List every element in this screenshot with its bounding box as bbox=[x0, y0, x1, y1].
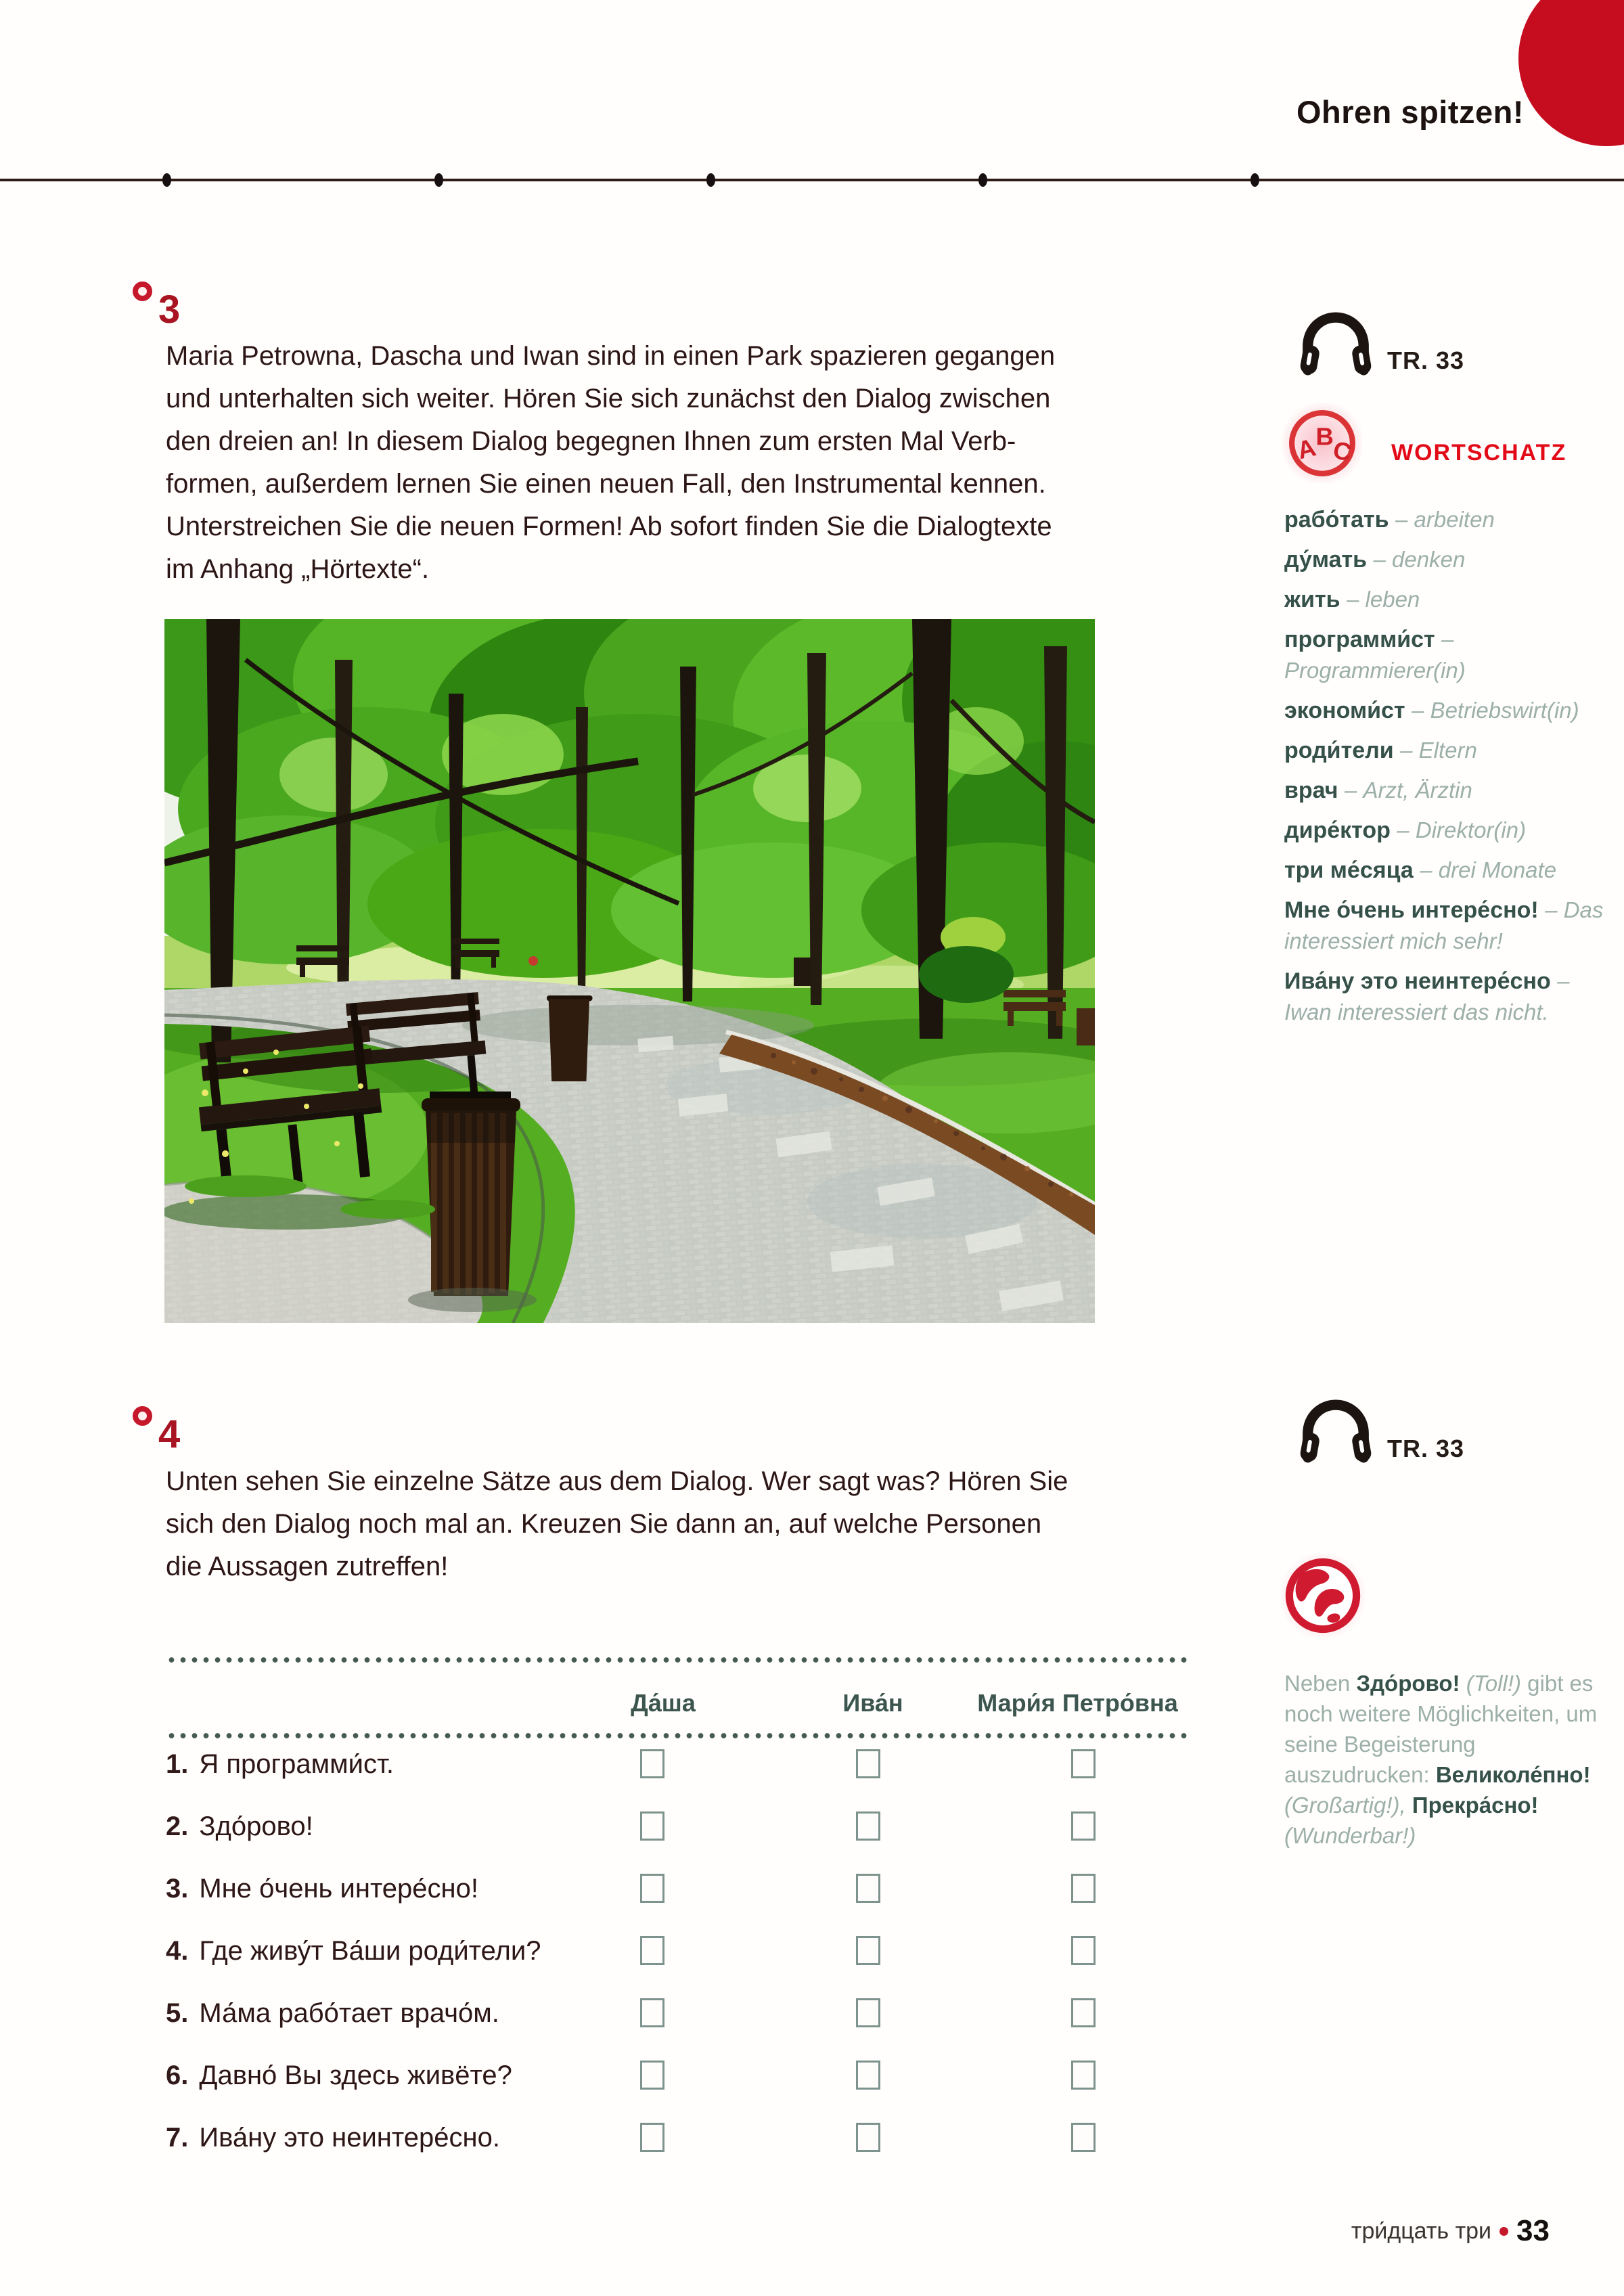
vocab-russian-term: врач bbox=[1284, 778, 1338, 803]
vocab-russian-term: роди́тели bbox=[1284, 738, 1394, 763]
checkbox[interactable] bbox=[640, 1749, 664, 1778]
table-row bbox=[166, 2123, 1190, 2166]
note-segment: Прекра́сно! bbox=[1412, 1793, 1539, 1818]
vocab-german-translation: – Arzt, Ärztin bbox=[1344, 778, 1472, 803]
vocab-entry bbox=[1284, 775, 1608, 806]
svg-text:A: A bbox=[1294, 433, 1319, 465]
row-statement: Здо́рово! bbox=[199, 1811, 313, 1841]
row-number: 2. bbox=[166, 1811, 189, 1841]
checkbox[interactable] bbox=[856, 1874, 880, 1903]
vocab-german-translation: – Iwan interessiert das nicht. bbox=[1284, 968, 1570, 1025]
exercise4-line: sich den Dialog noch mal an. Kreuzen Sie dann an, auf welche Personen bbox=[166, 1509, 1042, 1539]
exercise4-instructions bbox=[166, 1460, 1068, 1588]
note-segment bbox=[1406, 1793, 1412, 1818]
row-number: 5. bbox=[166, 1998, 189, 2028]
vocab-entry bbox=[1284, 735, 1608, 766]
checkbox[interactable] bbox=[856, 1998, 880, 2027]
wortschatz-heading: WORTSCHATZ bbox=[1391, 440, 1567, 466]
table-row bbox=[166, 1811, 1190, 1855]
corner-circle-decoration bbox=[1518, 0, 1624, 146]
rule-dot bbox=[162, 173, 171, 187]
vocab-german-translation: – Direktor(in) bbox=[1397, 817, 1527, 842]
checkbox[interactable] bbox=[1071, 1998, 1096, 2027]
checkbox[interactable] bbox=[640, 1936, 664, 1965]
table-column-header: Мари́я Петро́вна bbox=[977, 1689, 1178, 1717]
checkbox[interactable] bbox=[1071, 1749, 1096, 1778]
row-number: 1. bbox=[166, 1749, 189, 1779]
top-rule-line bbox=[0, 179, 1624, 181]
checkbox[interactable] bbox=[856, 1749, 880, 1778]
note-segment: (Großartig!), bbox=[1284, 1793, 1406, 1818]
checkbox[interactable] bbox=[856, 2123, 880, 2152]
red-dot-icon bbox=[133, 282, 152, 301]
note-segment: gibt es noch weitere Möglichkeiten, um seine Begeisterung auszudrucken: bbox=[1284, 1671, 1598, 1787]
rule-dot bbox=[1250, 173, 1259, 187]
note-segment: (Toll!) bbox=[1466, 1671, 1521, 1696]
vocab-russian-term: три ме́сяца bbox=[1284, 857, 1414, 883]
checkbox[interactable] bbox=[856, 1811, 880, 1841]
row-number: 6. bbox=[166, 2061, 189, 2090]
park-scene-illustration bbox=[164, 619, 1095, 1323]
exercise3-line: Unterstreichen Sie die neuen Formen! Ab sofort finden Sie die Dialogtexte bbox=[166, 512, 1052, 541]
row-statement: Ива́ну это неинтере́сно. bbox=[199, 2123, 500, 2153]
vocab-entry bbox=[1284, 695, 1608, 726]
row-statement: Давно́ Вы здесь живёте? bbox=[199, 2061, 512, 2090]
rule-dot bbox=[978, 173, 987, 187]
page-footer bbox=[1351, 2214, 1550, 2248]
note-segment: (Wunderbar!) bbox=[1284, 1823, 1416, 1848]
vocab-entry bbox=[1284, 966, 1608, 1028]
red-dot-icon bbox=[133, 1406, 152, 1426]
vocabulary-list bbox=[1284, 504, 1608, 1037]
vocab-german-translation: – leben bbox=[1347, 587, 1420, 612]
checkbox[interactable] bbox=[640, 1811, 664, 1841]
page-number: 33 bbox=[1516, 2214, 1550, 2247]
row-number: 4. bbox=[166, 1936, 189, 1966]
vocab-russian-term: рабо́тать bbox=[1284, 507, 1389, 533]
rule-dot bbox=[434, 173, 443, 187]
vocab-russian-term: жить bbox=[1284, 587, 1340, 612]
row-number: 3. bbox=[166, 1874, 189, 1904]
exercise3-line: formen, außerdem lernen Sie einen neuen Fall, den Instrumental kennen. bbox=[166, 469, 1046, 499]
vocab-german-translation: – Betriebswirt(in) bbox=[1412, 698, 1579, 723]
checkbox[interactable] bbox=[1071, 1936, 1096, 1965]
vocab-entry bbox=[1284, 815, 1608, 846]
row-statement: Я программи́ст. bbox=[199, 1749, 394, 1779]
checkbox[interactable] bbox=[856, 2061, 880, 2090]
row-statement: Мне о́чень интере́сно! bbox=[199, 1874, 478, 1904]
table-column-header: Ива́н bbox=[842, 1689, 903, 1717]
vocab-entry bbox=[1284, 544, 1608, 575]
red-dot-icon bbox=[1499, 2227, 1508, 2236]
vocab-russian-term: экономи́ст bbox=[1284, 698, 1405, 723]
note-segment: Neben bbox=[1284, 1671, 1357, 1696]
table-row bbox=[166, 1998, 1190, 2042]
checkbox[interactable] bbox=[1071, 2123, 1096, 2152]
page-title: Ohren spitzen! bbox=[1296, 94, 1524, 130]
checkbox[interactable] bbox=[640, 1998, 664, 2027]
rule-dot bbox=[706, 173, 715, 187]
checkbox[interactable] bbox=[640, 2123, 664, 2152]
headphones-icon bbox=[1296, 308, 1376, 382]
vocab-german-translation: – Eltern bbox=[1400, 738, 1477, 763]
table-row bbox=[166, 2061, 1190, 2104]
table-column-header: Да́ша bbox=[631, 1689, 696, 1717]
exercise3-number: 3 bbox=[158, 288, 181, 332]
exercise3-line: und unterhalten sich weiter. Hören Sie sich zunächst den Dialog zwischen bbox=[166, 384, 1051, 413]
checkbox[interactable] bbox=[640, 2061, 664, 2090]
row-statement: Ма́ма рабо́тает врачо́м. bbox=[199, 1998, 499, 2028]
exercise4-line: die Aussagen zutreffen! bbox=[166, 1552, 449, 1581]
exercise3-line: im Anhang „Hörtexte“. bbox=[166, 554, 430, 584]
vocab-german-translation: – Programmierer(in) bbox=[1284, 627, 1466, 683]
park-photo bbox=[164, 619, 1095, 1323]
vocab-russian-term: Ива́ну это неинтере́сно bbox=[1284, 968, 1551, 994]
page-number-word: три́дцать три bbox=[1351, 2218, 1492, 2244]
exercise3-line: den dreien an! In diesem Dialog begegnen Ihnen zum ersten Mal Verb- bbox=[166, 426, 1016, 456]
globe-icon bbox=[1281, 1554, 1365, 1638]
exercise4-line: Unten sehen Sie einzelne Sätze aus dem Dialog. Wer sagt was? Hören Sie bbox=[166, 1466, 1068, 1496]
vocab-german-translation: – denken bbox=[1373, 547, 1466, 572]
vocab-entry bbox=[1284, 855, 1608, 886]
checkbox[interactable] bbox=[1071, 1811, 1096, 1841]
table-top-dotted-rule bbox=[166, 1657, 1190, 1663]
exercise3-line: Maria Petrowna, Dascha und Iwan sind in einen Park spazieren gegangen bbox=[166, 341, 1056, 371]
row-number: 7. bbox=[166, 2123, 189, 2153]
row-statement: Где живу́т Ва́ши роди́тели? bbox=[199, 1936, 541, 1966]
culture-note bbox=[1284, 1668, 1608, 1851]
checkbox[interactable] bbox=[1071, 2061, 1096, 2090]
exercise3-instructions bbox=[166, 335, 1055, 591]
vocab-russian-term: дире́ктор bbox=[1284, 817, 1391, 843]
exercise4-number: 4 bbox=[158, 1412, 181, 1456]
svg-text:B: B bbox=[1315, 422, 1334, 451]
abc-badge-icon bbox=[1282, 403, 1362, 483]
note-segment: Великоле́пно! bbox=[1435, 1762, 1591, 1787]
note-segment bbox=[1460, 1671, 1466, 1696]
table-header-dotted-rule bbox=[166, 1732, 1190, 1739]
vocab-german-translation: – drei Monate bbox=[1420, 857, 1557, 882]
table-row bbox=[166, 1874, 1190, 1917]
note-segment: Здо́рово! bbox=[1356, 1671, 1460, 1696]
checkbox[interactable] bbox=[1071, 1874, 1096, 1903]
svg-text:C: C bbox=[1330, 435, 1354, 467]
table-row bbox=[166, 1749, 1190, 1793]
vocab-entry bbox=[1284, 624, 1608, 686]
checkbox[interactable] bbox=[640, 1874, 664, 1903]
vocab-entry bbox=[1284, 584, 1608, 615]
vocab-german-translation: – arbeiten bbox=[1395, 507, 1495, 532]
headphones-icon bbox=[1296, 1395, 1376, 1470]
vocab-entry bbox=[1284, 895, 1608, 957]
vocab-russian-term: ду́мать bbox=[1284, 547, 1368, 572]
audio-track-label-ex3: TR. 33 bbox=[1387, 346, 1465, 374]
vocab-german-translation: – Das interessiert mich sehr! bbox=[1284, 897, 1604, 953]
vocab-entry bbox=[1284, 504, 1608, 535]
vocab-russian-term: программи́ст bbox=[1284, 627, 1435, 652]
table-row bbox=[166, 1936, 1190, 1979]
vocab-russian-term: Мне о́чень интере́сно! bbox=[1284, 897, 1539, 923]
checkbox[interactable] bbox=[856, 1936, 880, 1965]
audio-track-label-ex4: TR. 33 bbox=[1387, 1435, 1465, 1462]
